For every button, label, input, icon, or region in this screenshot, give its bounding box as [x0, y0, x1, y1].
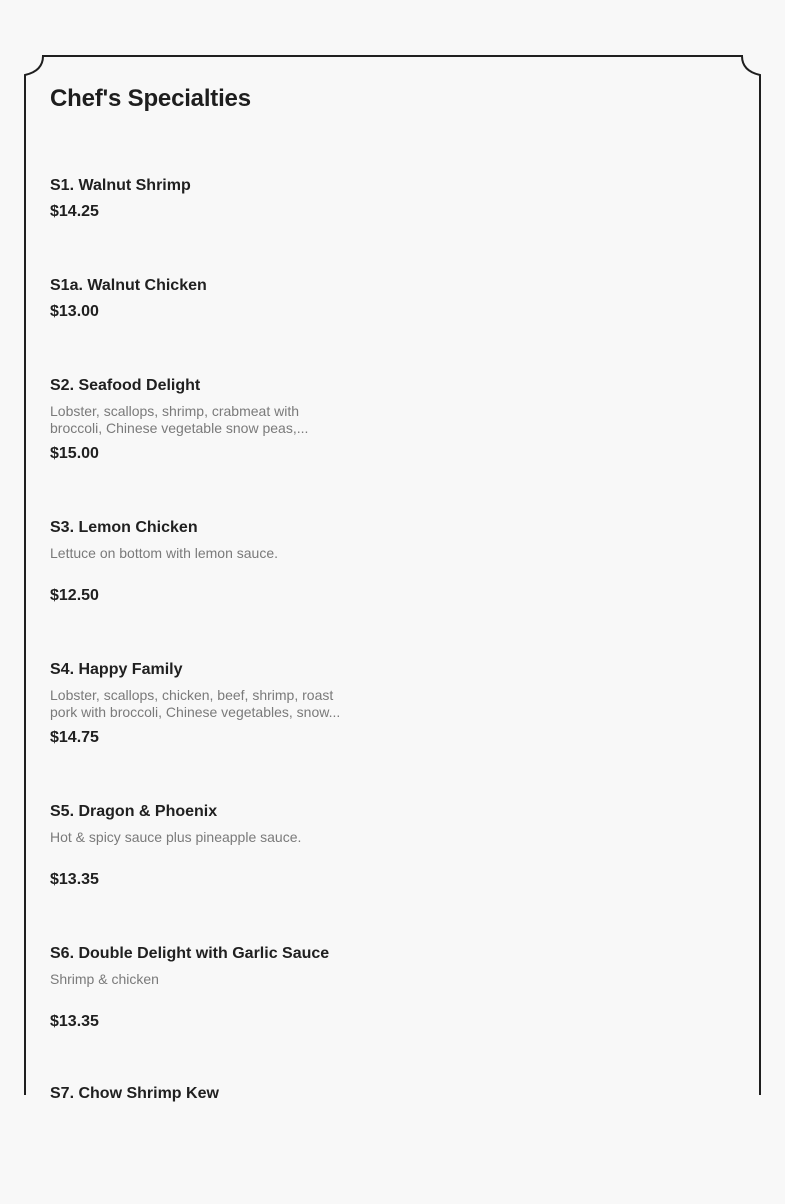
menu-item-s3-lemon-chicken[interactable]	[50, 518, 360, 638]
item-price: $15.00	[50, 445, 99, 462]
item-name: S6. Double Delight with Garlic Sauce	[50, 945, 330, 962]
chefs-specialties-section	[50, 84, 740, 1102]
item-name: S3. Lemon Chicken	[50, 519, 198, 536]
menu-item-s7-chow-shrimp-kew[interactable]	[50, 1084, 360, 1204]
item-price: $13.35	[50, 1013, 99, 1030]
item-description: Shrimp & chicken	[50, 971, 159, 987]
item-name: S4. Happy Family	[50, 661, 183, 678]
item-description: Lobster, scallops, shrimp, crabmeat with broccoli, Chinese vegetable snow peas,...	[50, 403, 309, 436]
menu-item-s2-seafood-delight[interactable]	[50, 376, 360, 496]
item-name: S2. Seafood Delight	[50, 377, 201, 394]
item-description: Lobster, scallops, chicken, beef, shrimp, roast pork with broccoli, Chinese vegetables, snow...	[50, 687, 341, 720]
item-price: $14.75	[50, 729, 99, 746]
item-name: S1. Walnut Shrimp	[50, 177, 191, 194]
menu-item-s6-double-delight-garlic-sauce[interactable]	[50, 944, 360, 1064]
item-name: S7. Chow Shrimp Kew	[50, 1085, 219, 1102]
section-title: Chef's Specialties	[50, 85, 251, 112]
item-name: S5. Dragon & Phoenix	[50, 803, 218, 820]
item-description: Lettuce on bottom with lemon sauce.	[50, 545, 279, 561]
item-name: S1a. Walnut Chicken	[50, 277, 207, 294]
item-price: $12.50	[50, 587, 99, 604]
item-price: $14.25	[50, 203, 99, 220]
item-price: $13.00	[50, 303, 99, 320]
item-description: Hot & spicy sauce plus pineapple sauce.	[50, 829, 302, 845]
menu-item-s4-happy-family[interactable]	[50, 660, 360, 780]
menu-item-s5-dragon-phoenix[interactable]	[50, 802, 360, 922]
item-price: $13.35	[50, 871, 99, 888]
